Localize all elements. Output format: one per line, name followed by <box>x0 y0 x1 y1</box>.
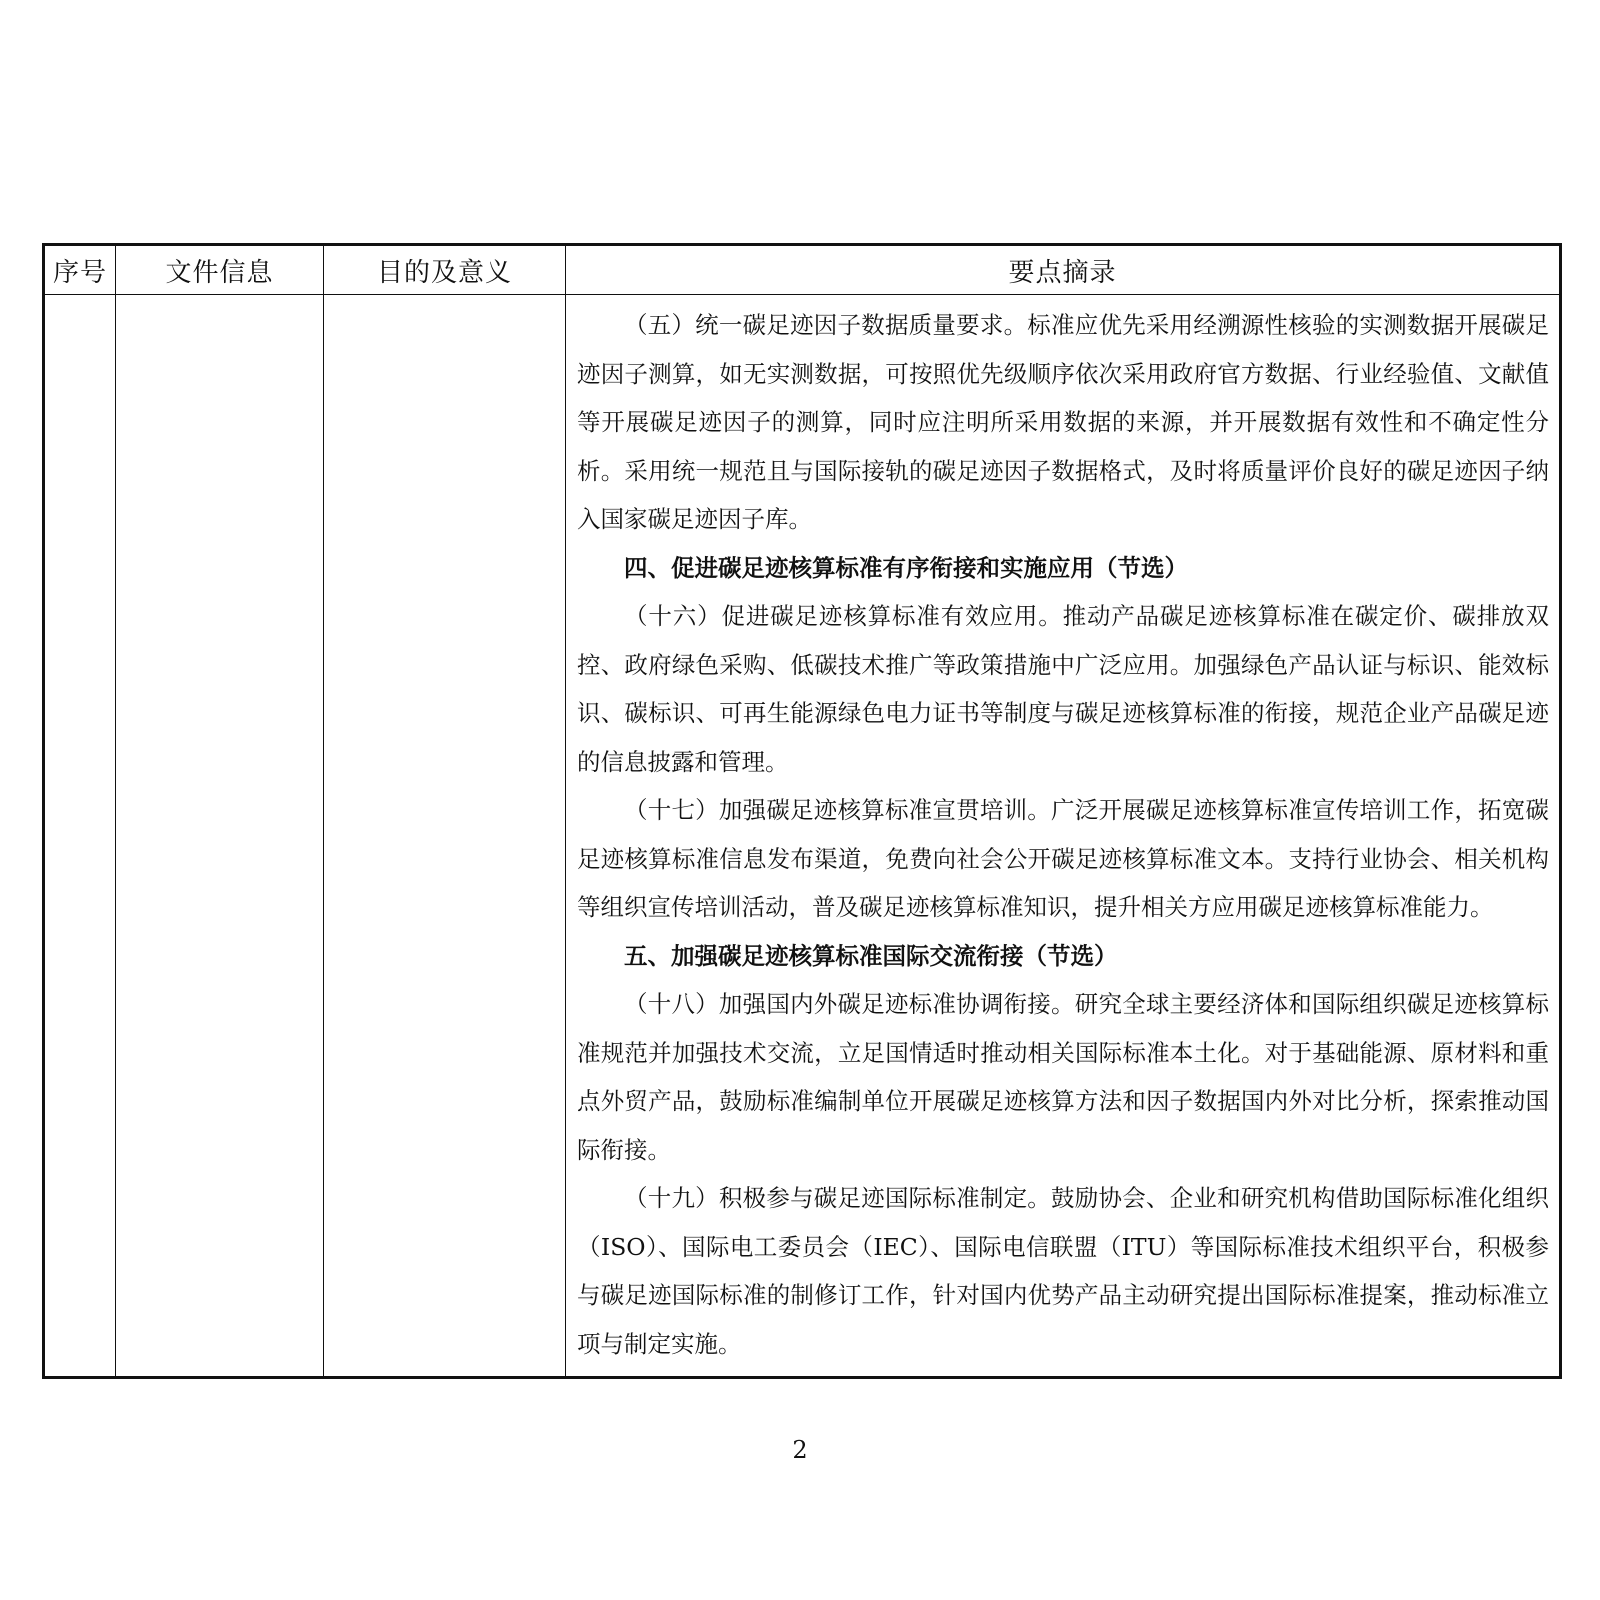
paragraph-item-17: （十七）加强碳足迹核算标准宣贯培训。广泛开展碳足迹核算标准宣传培训工作，拓宽碳足迹核算标准信息发布渠道，免费向社会公开碳足迹核算标准文本。支持行业协会、相关机构等组织宣传培训活动，普及碳足迹核算标准知识，提升相关方应用碳足迹核算标准能力。 <box>577 796 1549 921</box>
paragraph-item-19: （十九）积极参与碳足迹国际标准制定。鼓励协会、企业和研究机构借助国际标准化组织（ISO）、国际电工委员会（IEC）、国际电信联盟（ITU）等国际标准技术组织平台，积极参与碳足迹国际标准的制修订工作，针对国内优势产品主动研究提出国际标准提案，推动标准立项与制定实施。 <box>577 1184 1549 1358</box>
summary-table <box>42 243 1562 1379</box>
cell-seq <box>44 295 116 1378</box>
paragraph-item-18: （十八）加强国内外碳足迹标准协调衔接。研究全球主要经济体和国际组织碳足迹核算标准规范并加强技术交流，立足国情适时推动相关国际标准本土化。对于基础能源、原材料和重点外贸产品，鼓励标准编制单位开展碳足迹核算方法和因子数据国内外对比分析，探索推动国际衔接。 <box>577 990 1549 1164</box>
cell-file-info <box>116 295 324 1378</box>
header-purpose: 目的及意义 <box>324 245 566 295</box>
paragraph-item-5: （五）统一碳足迹因子数据质量要求。标准应优先采用经溯源性核验的实测数据开展碳足迹因子测算，如无实测数据，可按照优先级顺序依次采用政府官方数据、行业经验值、文献值等开展碳足迹因子的测算，同时应注明所采用数据的来源，并开展数据有效性和不确定性分析。采用统一规范且与国际接轨的碳足迹因子数据格式，及时将质量评价良好的碳足迹因子纳入国家碳足迹因子库。 <box>577 311 1549 533</box>
page-number: 2 <box>792 1436 808 1464</box>
paragraph-item-16: （十六）促进碳足迹核算标准有效应用。推动产品碳足迹核算标准在碳定价、碳排放双控、政府绿色采购、低碳技术推广等政策措施中广泛应用。加强绿色产品认证与标识、能效标识、碳标识、可再生能源绿色电力证书等制度与碳足迹核算标准的衔接，规范企业产品碳足迹的信息披露和管理。 <box>577 602 1549 776</box>
header-key-points: 要点摘录 <box>566 245 1561 295</box>
header-seq: 序号 <box>44 245 116 295</box>
cell-purpose <box>324 295 566 1378</box>
table-header-row <box>44 245 1561 295</box>
cell-key-points <box>566 295 1561 1378</box>
table-row <box>44 295 1561 1378</box>
section-heading-4: 四、促进碳足迹核算标准有序衔接和实施应用（节选） <box>624 553 1188 582</box>
section-heading-5: 五、加强碳足迹核算标准国际交流衔接（节选） <box>624 941 1118 970</box>
header-file-info: 文件信息 <box>116 245 324 295</box>
